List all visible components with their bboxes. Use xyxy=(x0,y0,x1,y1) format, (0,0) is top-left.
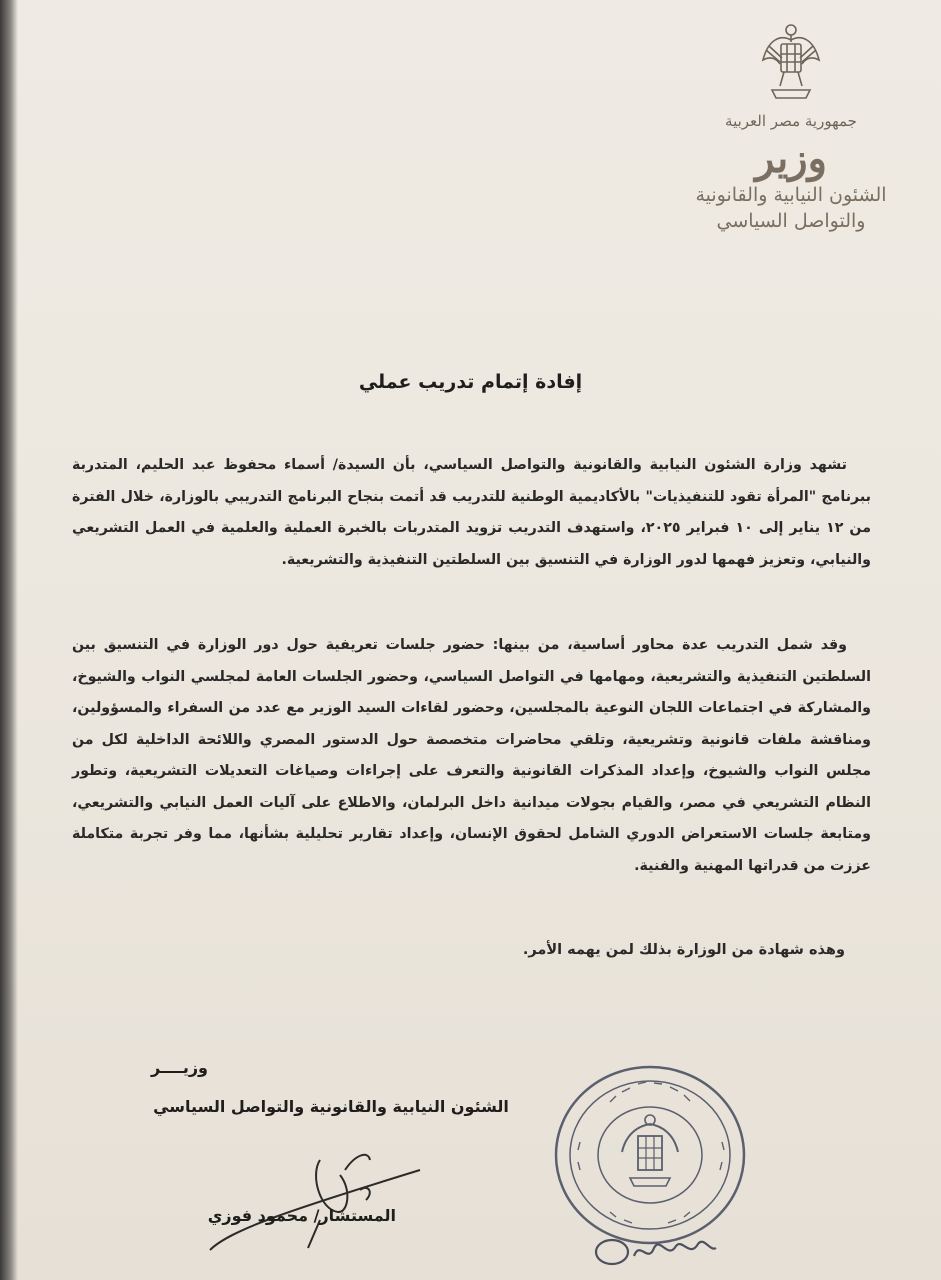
signature-ministry: الشئون النيابية والقانونية والتواصل السياسي xyxy=(153,1097,509,1116)
eagle-emblem-icon xyxy=(760,20,822,104)
ministry-name-line1: الشئون النيابية والقانونية xyxy=(695,184,887,206)
official-seal-icon xyxy=(550,1062,750,1248)
republic-name: جمهورية مصر العربية xyxy=(725,112,857,130)
signature-block xyxy=(151,1058,511,1116)
signatory-name: المستشار/ محمود فوزي xyxy=(207,1206,396,1225)
signature-title: وزيــــر xyxy=(151,1058,208,1077)
handwritten-signature-icon xyxy=(170,1120,440,1260)
body-paragraph-2: وقد شمل التدريب عدة محاور أساسية، من بينها: حضور جلسات تعريفية حول دور الوزارة في التنسيق بين السلطتين التنفيذية والتشريعية، ومهامها في التواصل السياسي، وحضور الجلسات العامة لمجلسي النواب والشيوخ، والمشاركة في اجتماعات اللجان النوعية بالمجلسين، وحضور لقاءات السيد الوزير مع عدد من السفراء والمسؤولين، ومناقشة ملفات قانونية وتشريعية، وتلقي محاضرات متخصصة حول الدستور المصري واللائحة الداخلية لكل من مجلس النواب والشيوخ، وإعداد المذكرات القانونية والتعرف على إجراءات وصياغات التعديلات التشريعية، وتطور النظام التشريعي في مصر، والقيام بجولات ميدانية داخل البرلمان، والاطلاع على آليات العمل النيابي والتشريعي، ومتابعة جلسات الاستعراض الدوري الشامل لحقوق الإنسان، وإعداد تقارير تحليلية بشأنها، مما وفر تجربة متكاملة عززت من قدراتها المهنية والفنية. xyxy=(72,637,871,874)
ink-registration-mark-icon xyxy=(590,1230,720,1270)
document-title: إفادة إتمام تدريب عملي xyxy=(358,371,583,393)
minister-heading: وزير xyxy=(755,135,827,182)
ministry-name-line2: والتواصل السياسي xyxy=(716,210,866,232)
body-paragraph-1: تشهد وزارة الشئون النيابية والقانونية والتواصل السياسي، بأن السيدة/ أسماء محفوظ عبد الحليم، المتدربة ببرنامج "المرأة تقود للتنفيذيات" بالأكاديمية الوطنية للتدريب قد أتمت بنجاح البرنامج التدريبي بالوزارة، خلال الفترة من ١٢ يناير إلى ١٠ فبراير ٢٠٢٥، واستهدف التدريب تزويد المتدربات بالخبرة العملية والعلمية في العمل التشريعي والنيابي، وتعزيز فهمها لدور الوزارة في التنسيق بين السلطتين التنفيذية والتشريعية. xyxy=(72,457,871,568)
letterhead xyxy=(691,20,891,234)
closing-line: وهذه شهادة من الوزارة بذلك لمن يهمه الأمر. xyxy=(522,942,845,958)
